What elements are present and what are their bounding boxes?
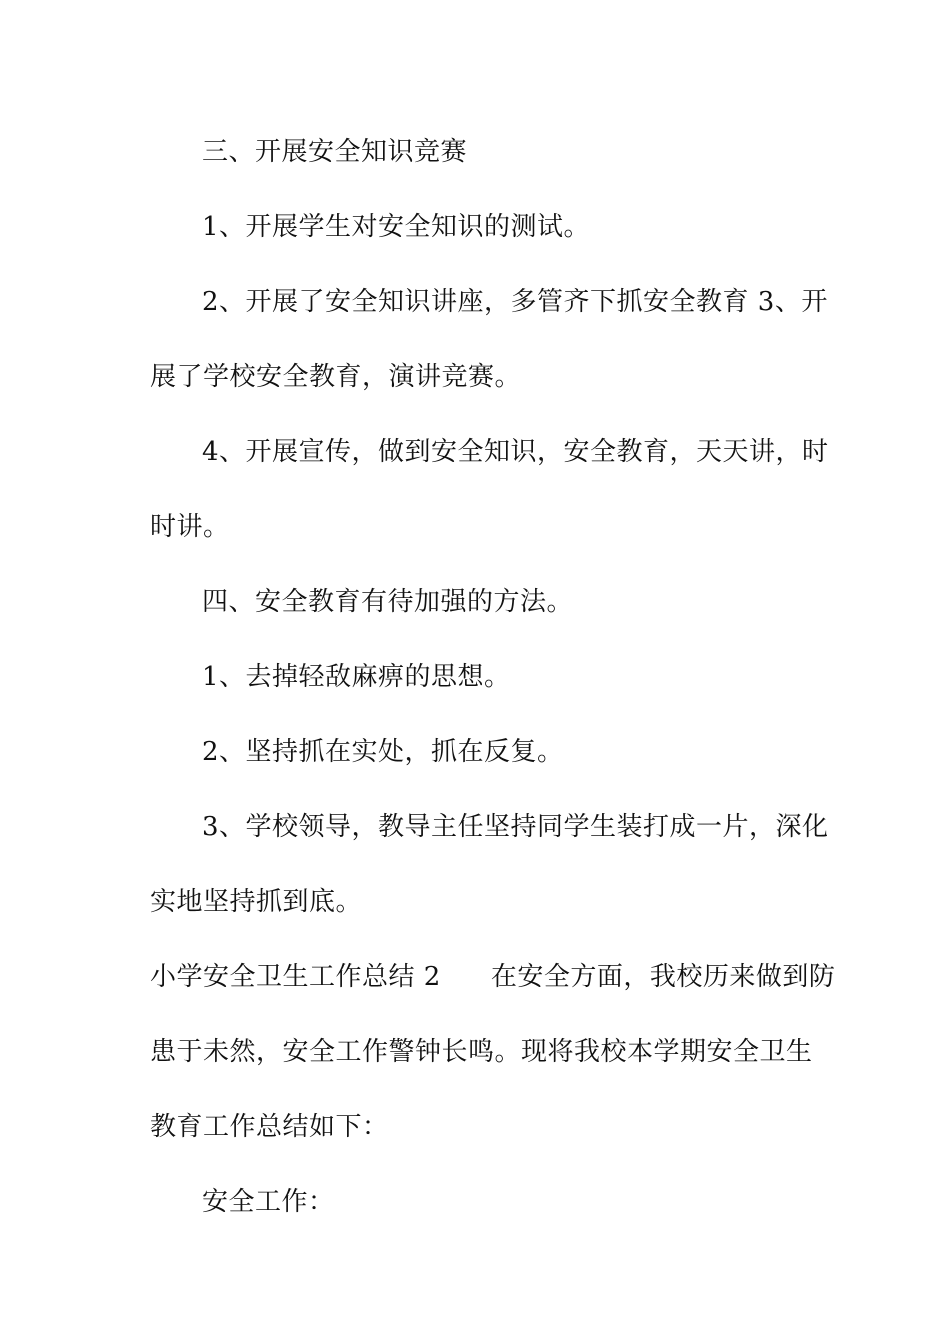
paragraph-line: 实地坚持抓到底。	[150, 887, 363, 917]
paragraph-line: 展了学校安全教育，演讲竞赛。	[150, 362, 522, 392]
heading-four: 四、安全教育有待加强的方法。	[202, 587, 574, 617]
paragraph-line: 4、开展宣传，做到安全知识，安全教育，天天讲，时	[202, 437, 829, 467]
paragraph-line: 3、学校领导，教导主任坚持同学生装打成一片，深化	[202, 812, 829, 842]
paragraph-line: 2、开展了安全知识讲座，多管齐下抓安全教育 3、开	[202, 287, 828, 317]
section-title-row	[150, 961, 835, 993]
paragraph-line: 患于未然，安全工作警钟长鸣。现将我校本学期安全卫生	[150, 1037, 813, 1067]
paragraph-line: 1、开展学生对安全知识的测试。	[202, 212, 591, 242]
paragraph-line: 时讲。	[150, 512, 230, 542]
paragraph-line: 1、去掉轻敌麻痹的思想。	[202, 662, 511, 692]
section-title: 小学安全卫生工作总结 2	[150, 962, 441, 992]
paragraph-line: 教育工作总结如下：	[150, 1112, 389, 1142]
subheading: 安全工作：	[202, 1187, 335, 1217]
paragraph-line: 在安全方面，我校历来做到防	[490, 962, 836, 992]
paragraph-line: 2、坚持抓在实处，抓在反复。	[202, 737, 564, 767]
heading-three: 三、开展安全知识竞赛	[202, 137, 468, 167]
